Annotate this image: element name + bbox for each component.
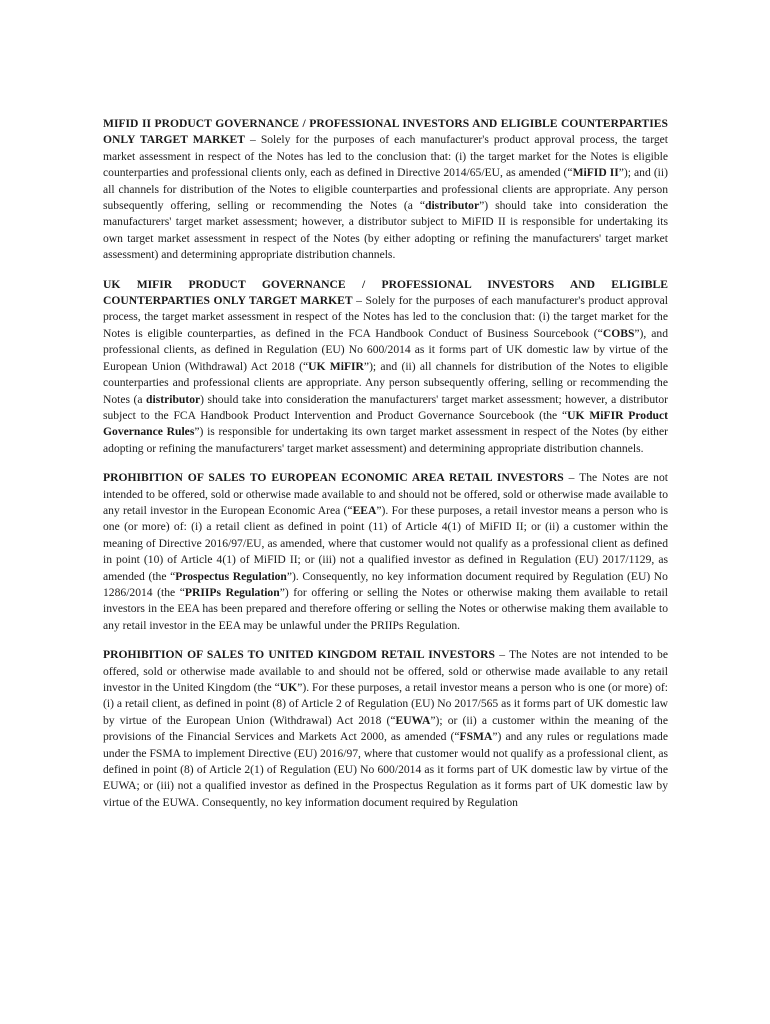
defined-term: UK MiFIR Product Governance Rules [103, 408, 668, 439]
defined-term: distributor [146, 392, 201, 406]
body-text: – The Notes are not intended to be offered, sold or otherwise made available to and should not be offered, sold or otherwise made available to any retail investor in the European Economic Area (“ [103, 471, 668, 517]
body-text: ”); and (ii) all channels for distribution of the Notes to eligible counterparties and professional clients are appropriate. Any person subsequently offering, selling or recommending the Notes (a “ [103, 166, 668, 213]
paragraph-heading: PROHIBITION OF SALES TO UNITED KINGDOM RETAIL INVESTORS [103, 648, 496, 662]
defined-term: COBS [602, 326, 635, 340]
body-text: – Solely for the purposes of each manufacturer's product approval process, the target market assessment in respect of the Notes has led to the conclusion that: (i) the target market for the Notes is eligible counterparties, as defined in the FCA Handbook Conduct of Business Sourcebook (“ [103, 294, 668, 340]
body-text: ”) and any rules or regulations made under the FSMA to implement Directive (EU) 2016/97, where that customer would not qualify as a professional client, as defined in point (8) of Article 2(1) of Regulation (EU) No 600/2014 as it forms part of UK domestic law by virtue of the EUWA; or (iii) not a qualified investor as defined in the Prospectus Regulation as it forms part of UK domestic law by virtue of the EUWA. Consequently, no key information document required by Regulation [103, 730, 668, 809]
defined-term: FSMA [459, 730, 493, 744]
body-text: ) should take into consideration the manufacturers' target market assessment; however, a distributor subject to the FCA Handbook Product Intervention and Product Governance Sourcebook (the “ [103, 392, 668, 422]
defined-term: distributor [425, 199, 480, 213]
body-text: ”) should take into consideration the manufacturers' target market assessment; however, a distributor subject to MiFID II is responsible for undertaking its own target market assessment in respect of the Notes (by either adopting or refining the manufacturers' target market assessment) and determining appropriate distribution channels. [103, 199, 668, 262]
defined-term: UK [279, 681, 298, 694]
body-text: – Solely for the purposes of each manufacturer's product approval process, the target market assessment in respect of the Notes has led to the conclusion that: (i) the target market for the Notes is eligible counterparties and professional clients only, each as defined in Directive 2014/65/EU, as amended (“ [103, 133, 669, 180]
paragraph-mifid-product-governance [103, 116, 668, 264]
paragraph-heading: UK MIFIR PRODUCT GOVERNANCE / PROFESSIONAL INVESTORS AND ELIGIBLE COUNTERPARTIES ONLY TARGET MARKET [103, 277, 668, 308]
body-text: ”). For these purposes, a retail investor means a person who is one (or more) of: (i) a retail client as defined in point (11) of Article 4(1) of MiFID II; or (ii) a customer within the meaning of Directive 2016/97/EU, as amended, where that customer would not qualify as a professional client as defined in point (10) of Article 4(1) of MiFID II; or (iii) not a qualified investor as defined in Regulation (EU) 2017/1129, as amended (the “ [103, 503, 668, 583]
paragraph-heading: PROHIBITION OF SALES TO EUROPEAN ECONOMIC AREA RETAIL INVESTORS [103, 471, 564, 485]
body-text: ”); or (ii) a customer within the meaning of the provisions of the Financial Services and Markets Act 2000, as amended (“ [103, 713, 668, 744]
paragraph-uk-mifir-product-governance [103, 277, 668, 457]
defined-term: MiFID II [572, 166, 619, 180]
body-text: ”), and professional clients, as defined in Regulation (EU) No 600/2014 as it forms part of UK domestic law by virtue of the European Union (Withdrawal) Act 2018 (“ [103, 326, 669, 373]
body-text: ”). For these purposes, a retail investor means a person who is one (or more) of: (i) a retail client, as defined in point (8) of Article 2 of Regulation (EU) No 2017/565 as it forms part of UK domestic law by virtue of the European Union (Withdrawal) Act 2018 (“ [103, 681, 668, 727]
body-text: ”). Consequently, no key information document required by Regulation (EU) No 1286/2014 (the “ [103, 569, 668, 599]
paragraph-prohibition-eea-retail [103, 470, 668, 634]
defined-term: Prospectus Regulation [175, 569, 287, 583]
defined-term: EEA [352, 503, 377, 517]
paragraph-heading: MIFID II PRODUCT GOVERNANCE / PROFESSIONAL INVESTORS AND ELIGIBLE COUNTERPARTIES ONLY TARGET MARKET [103, 117, 668, 147]
body-text: ”) for offering or selling the Notes or otherwise making them available to retail investors in the EEA has been prepared and therefore offering or selling the Notes or otherwise making them available to any retail investor in the EEA may be unlawful under the PRIIPs Regulation. [103, 585, 668, 632]
defined-term: UK MiFIR [308, 359, 364, 373]
defined-term: EUWA [395, 713, 431, 727]
body-text: ”); and (ii) all channels for distribution of the Notes to eligible counterparties and professional clients are appropriate. Any person subsequently offering, selling or recommending the Notes (a [103, 359, 668, 406]
defined-term: PRIIPs Regulation [184, 585, 280, 599]
body-text: ”) is responsible for undertaking its own target market assessment in respect of the Notes (by either adopting or refining the manufacturers' target market assessment) and determining appropriate distribution channels. [103, 425, 668, 455]
paragraph-prohibition-uk-retail [103, 647, 668, 811]
body-text: – The Notes are not intended to be offered, sold or otherwise made available to and should not be offered, sold or otherwise made available to any retail investor in the United Kingdom (the “ [103, 648, 668, 694]
